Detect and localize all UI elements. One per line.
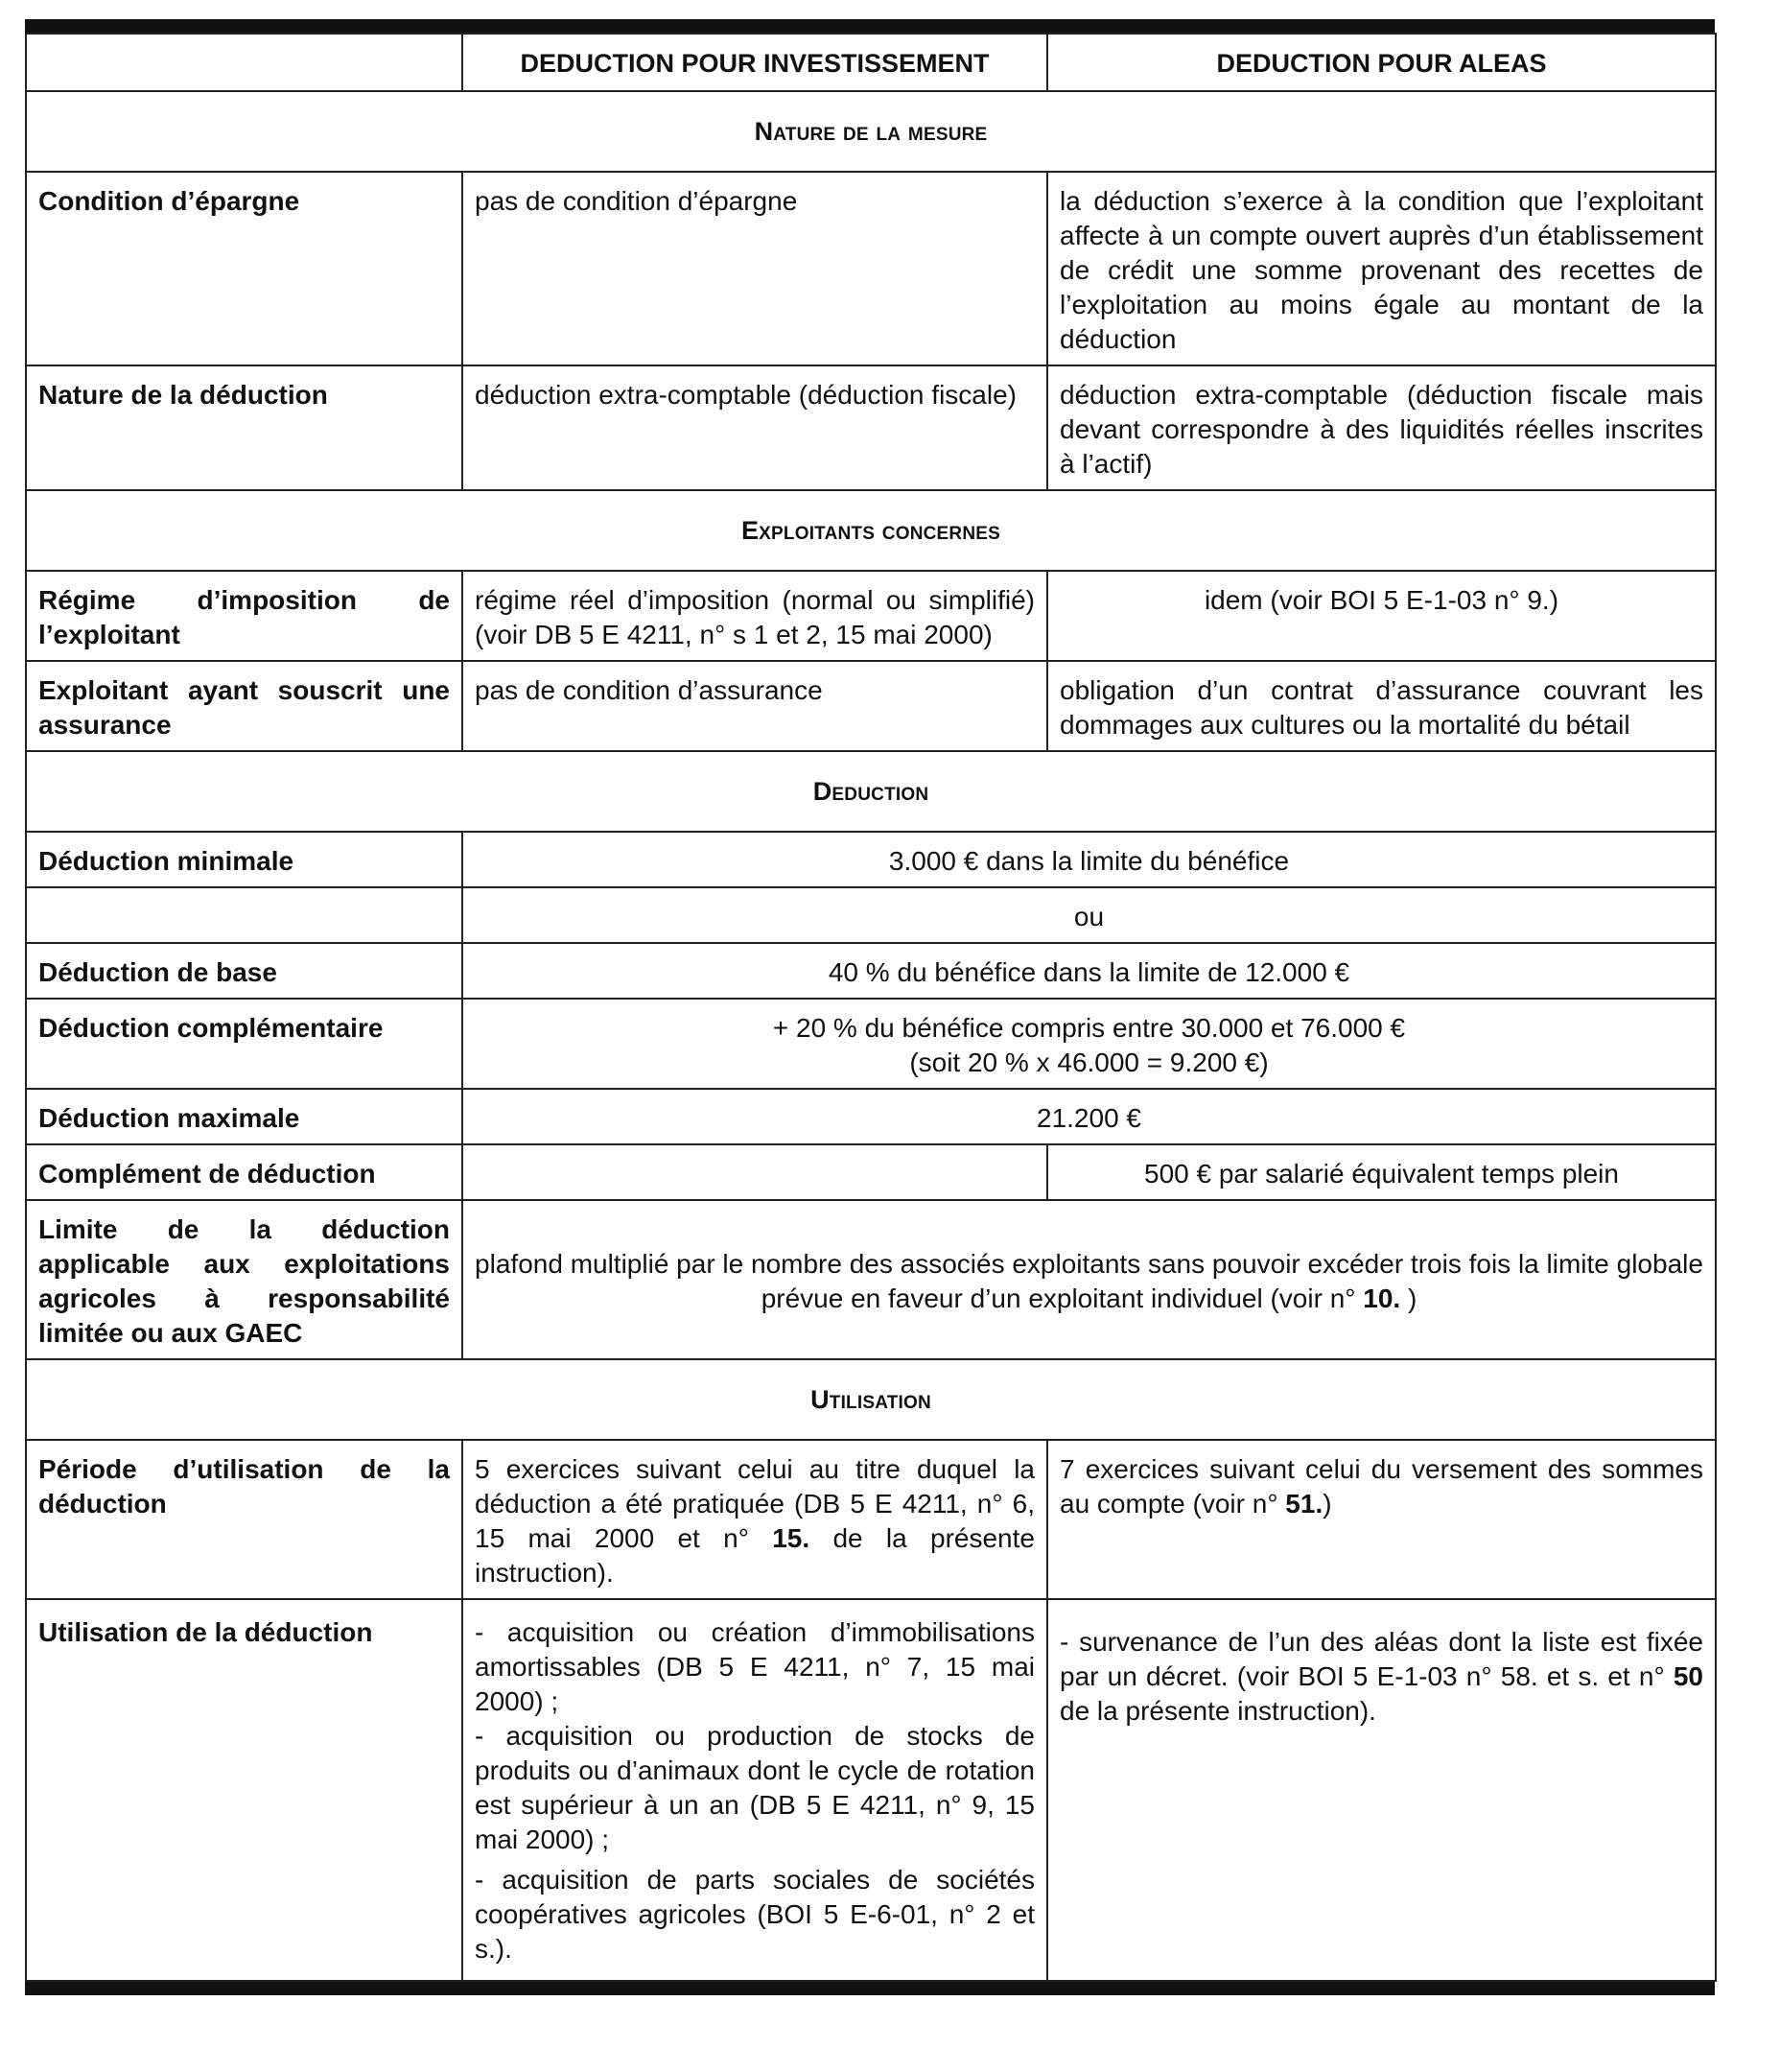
section-row-utilisation (26, 1359, 1716, 1440)
section-title-deduction (26, 751, 1716, 832)
cell-text: ) (1323, 1489, 1332, 1519)
cell-merged: ou (462, 887, 1716, 943)
header-dpi: DEDUCTION POUR INVESTISSEMENT (462, 34, 1047, 91)
list-item: - acquisition de parts sociales de sociétés coopératives agricoles (BOI 5 E-6-01, n° 2 et s.). (475, 1865, 1035, 1964)
cell-text: de la présente instruction). (1060, 1696, 1376, 1726)
row-label-minimale: Déduction minimale (26, 832, 462, 887)
section-title-nature (26, 91, 1716, 172)
cell-merged (462, 1200, 1716, 1359)
cell-merged: 3.000 € dans la limite du bénéfice (462, 832, 1716, 887)
table-row (26, 1144, 1716, 1200)
row-label-complementaire: Déduction complémentaire (26, 999, 462, 1089)
row-label-limite: Limite de la déduction applicable aux exploitations agricoles à responsabilité limitée ou aux GAEC (26, 1200, 462, 1359)
cell-merged (462, 999, 1716, 1089)
bottom-rule (25, 1982, 1715, 1995)
cell-ref: 50 (1673, 1661, 1703, 1691)
cell-dpi: régime réel d’imposition (normal ou simplifié) (voir DB 5 E 4211, n° s 1 et 2, 15 mai 2000) (462, 571, 1047, 661)
header-dpa: DEDUCTION POUR ALEAS (1047, 34, 1716, 91)
comparison-table (25, 33, 1717, 1982)
section-row-exploitants (26, 490, 1716, 571)
section-title-exploitants (26, 490, 1716, 571)
cell-ref: 15. (772, 1523, 810, 1553)
cell-text: - survenance de l’un des aléas dont la liste est fixée par un décret. (voir BOI 5 E-1-03 n° 58. et s. et n° (1060, 1627, 1703, 1691)
row-label-nature-deduction: Nature de la déduction (26, 365, 462, 490)
cell-dpa: la déduction s’exerce à la condition que l’exploitant affecte à un compte ouvert auprès d’un établissement de crédit une somme provenant des recettes de l’exploitation au moins égale au montant de la déduction (1047, 172, 1716, 365)
cell-dpa: idem (voir BOI 5 E-1-03 n° 9.) (1047, 571, 1716, 661)
cell-text: 7 exercices suivant celui du versement des sommes au compte (voir n° (1060, 1454, 1703, 1519)
section-title-text: Exploitants concernes (740, 516, 1001, 545)
cell-line: (soit 20 % x 46.000 = 9.200 €) (909, 1048, 1269, 1077)
cell-dpa (1047, 1440, 1716, 1599)
table-row (26, 999, 1716, 1089)
row-label-assurance: Exploitant ayant souscrit une assurance (26, 661, 462, 751)
cell-dpi (462, 1440, 1047, 1599)
cell-merged: 40 % du bénéfice dans la limite de 12.000 € (462, 943, 1716, 999)
cell-ref: 10. (1363, 1283, 1401, 1313)
row-label-regime: Régime d’imposition de l’exploitant (26, 571, 462, 661)
row-label-periode: Période d’utilisation de la déduction (26, 1440, 462, 1599)
cell-ref: 51. (1285, 1489, 1323, 1519)
row-label-complement: Complément de déduction (26, 1144, 462, 1200)
cell-dpa (1047, 1599, 1716, 1981)
table-row (26, 832, 1716, 887)
table-row (26, 1089, 1716, 1144)
cell-merged: 21.200 € (462, 1089, 1716, 1144)
section-row-deduction (26, 751, 1716, 832)
top-rule (25, 19, 1715, 33)
table-row (26, 172, 1716, 365)
table-row (26, 365, 1716, 490)
cell-dpi: déduction extra-comptable (déduction fiscale) (462, 365, 1047, 490)
row-label-maximale: Déduction maximale (26, 1089, 462, 1144)
cell-text: de la présente instruction). (475, 1523, 1035, 1588)
section-row-nature (26, 91, 1716, 172)
row-label-base: Déduction de base (26, 943, 462, 999)
table-row (26, 943, 1716, 999)
list-item: - acquisition ou production de stocks de produits ou d’animaux dont le cycle de rotation est supérieur à un an (DB 5 E 4211, n° 9, 15 mai 2000) ; (475, 1721, 1035, 1854)
table-row (26, 1440, 1716, 1599)
cell-dpi (462, 1599, 1047, 1981)
cell-dpi: pas de condition d’assurance (462, 661, 1047, 751)
cell-dpa: obligation d’un contrat d’assurance couvrant les dommages aux cultures ou la mortalité du bétail (1047, 661, 1716, 751)
cell-text: plafond multiplié par le nombre des associés exploitants sans pouvoir excéder trois fois la limite globale prévue en faveur d’un exploitant individuel (voir n° (475, 1249, 1703, 1313)
cell-dpa: 500 € par salarié équivalent temps plein (1047, 1144, 1716, 1200)
section-title-text: Utilisation (810, 1385, 931, 1414)
table-row (26, 1200, 1716, 1359)
cell-dpi: pas de condition d’épargne (462, 172, 1047, 365)
document-frame (25, 19, 1715, 1995)
cell-dpi (462, 1144, 1047, 1200)
table-row (26, 1599, 1716, 1981)
section-title-text: Nature de la mesure (754, 117, 988, 146)
header-empty-cell (26, 34, 462, 91)
table-row (26, 661, 1716, 751)
row-label-condition-epargne: Condition d’épargne (26, 172, 462, 365)
table-row (26, 571, 1716, 661)
section-title-text: Deduction (812, 777, 929, 806)
row-label-empty (26, 887, 462, 943)
cell-dpa: déduction extra-comptable (déduction fiscale mais devant correspondre à des liquidités réelles inscrites à l’actif) (1047, 365, 1716, 490)
section-title-utilisation (26, 1359, 1716, 1440)
table-row (26, 887, 1716, 943)
row-label-utilisation: Utilisation de la déduction (26, 1599, 462, 1981)
list-item: - acquisition ou création d’immobilisations amortissables (DB 5 E 4211, n° 7, 15 mai 2000) ; (475, 1617, 1035, 1716)
cell-line: + 20 % du bénéfice compris entre 30.000 et 76.000 € (772, 1013, 1406, 1043)
cell-text: ) (1400, 1283, 1417, 1313)
cell-text: 5 exercices suivant celui au titre duquel la déduction a été pratiquée (DB 5 E 4211, n° 6, 15 mai 2000 et n° (475, 1454, 1035, 1553)
header-row (26, 34, 1716, 91)
